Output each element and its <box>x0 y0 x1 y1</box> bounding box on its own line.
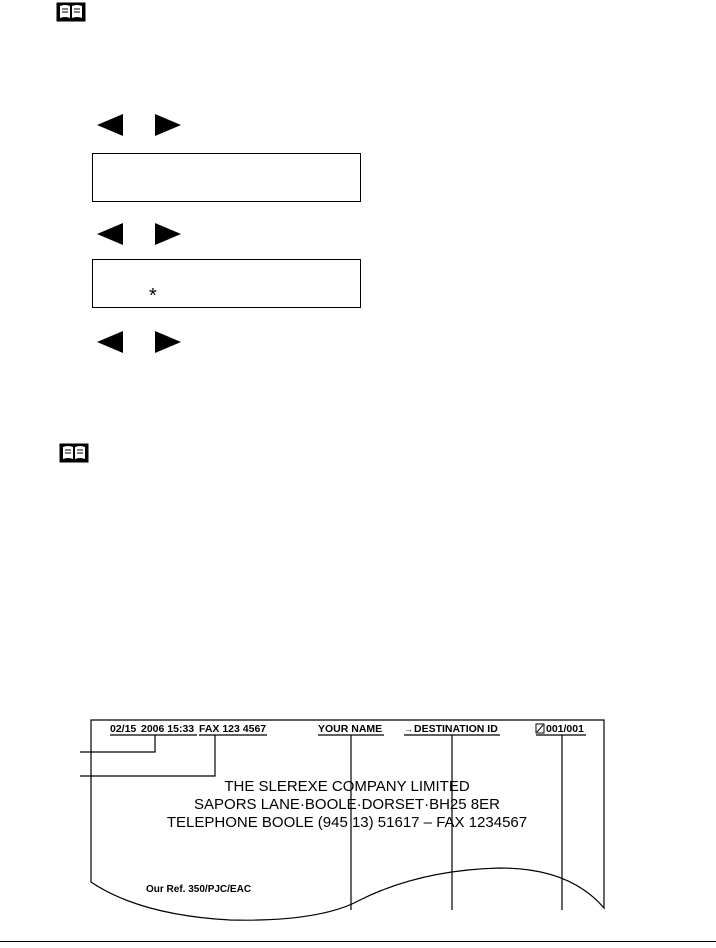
note-book-icon <box>56 2 86 22</box>
fax-header-dest-arrow: → <box>404 724 413 734</box>
company-line-2: SAPORS LANE·BOOLE·DORSET·BH25 8ER <box>194 796 500 813</box>
fax-sample-illustration <box>0 710 716 940</box>
lcd-star: * <box>149 285 157 307</box>
fax-header-date: 02/15 <box>110 723 137 735</box>
fax-reference: Our Ref. 350/PJC/EAC <box>146 884 252 895</box>
lcd-display-one <box>92 153 361 202</box>
left-right-arrow-buttons-icon <box>97 223 181 245</box>
fax-header-destination: DESTINATION ID <box>414 723 498 735</box>
fax-header-pages: 001/001 <box>546 723 584 735</box>
fax-header-fax: FAX 123 4567 <box>199 723 267 735</box>
fax-header-name: YOUR NAME <box>318 723 383 735</box>
company-line-3: TELEPHONE BOOLE (945 13) 51617 – FAX 1234567 <box>166 814 528 831</box>
footer-rule <box>0 941 716 942</box>
left-right-arrow-buttons-icon <box>97 114 181 136</box>
left-right-arrow-buttons-icon <box>97 331 181 353</box>
company-line-1: THE SLEREXE COMPANY LIMITED <box>224 778 470 795</box>
note-book-icon <box>59 443 89 463</box>
fax-header-year-time: 2006 15:33 <box>141 723 195 735</box>
lcd-display-two <box>92 259 361 308</box>
